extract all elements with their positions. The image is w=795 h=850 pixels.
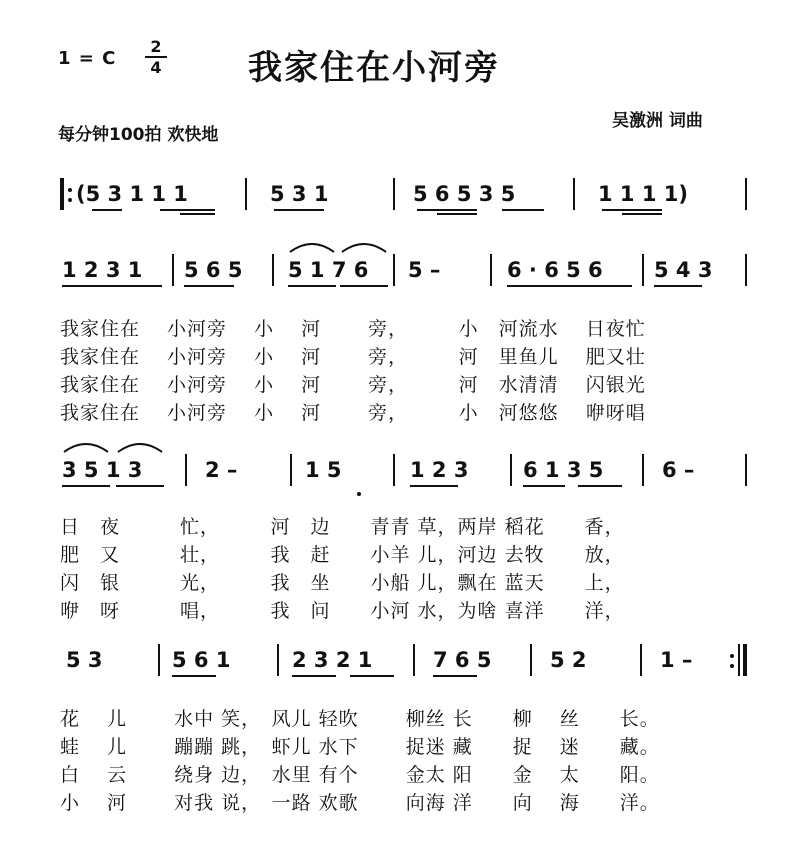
system-4: [0, 642, 795, 682]
measure-6: 5 6 5: [184, 258, 243, 282]
octave-dot: [357, 492, 361, 496]
underline: [62, 485, 110, 487]
underline: [172, 675, 216, 677]
lyric-verse-2: 肥 又 壮， 我 赶 小羊 儿，河边 去牧 放，: [60, 544, 625, 566]
barline: [642, 454, 644, 486]
measure-10: 5 4 3: [654, 258, 713, 282]
lyric-verse-1: 日 夜 忙， 河 边 青青 草，两岸 稻花 香，: [60, 516, 625, 538]
underline: [184, 285, 234, 287]
barline: [172, 254, 174, 286]
underline: [507, 285, 632, 287]
lyric-verse-4: 小 河 对我 说， 一路 欢歌 向海 洋 向 海 洋。: [60, 792, 660, 814]
slur: [340, 240, 388, 254]
underline: [433, 675, 477, 677]
underline: [62, 285, 162, 287]
lyric-verse-2: 我家住在 小河旁 小 河 旁， 河 里鱼儿 肥又壮: [60, 346, 646, 368]
barline: [185, 454, 187, 486]
lyric-verse-2: 蛙 儿 蹦蹦 跳， 虾儿 水下 捉迷 藏 捉 迷 藏。: [60, 736, 660, 758]
measure-8: 5 –: [408, 258, 441, 282]
system-3: [0, 452, 795, 492]
measure-22: 1 –: [660, 648, 693, 672]
key-signature: 1 = C: [58, 48, 117, 69]
meter-top: 2: [150, 37, 162, 56]
underline: [292, 675, 336, 677]
barline: [393, 454, 395, 486]
barline: [413, 644, 415, 676]
time-signature: [145, 38, 167, 76]
measure-9: 6 · 6 5 6: [507, 258, 603, 282]
measure-3: 5 6 5 3 5: [413, 182, 516, 206]
underline: [288, 285, 336, 287]
measure-12: 2 –: [205, 458, 238, 482]
barline: [745, 254, 747, 286]
song-title: 我家住在小河旁: [248, 48, 500, 88]
underline: [417, 209, 477, 211]
underline: [410, 485, 458, 487]
barline: [393, 254, 395, 286]
barline: [745, 178, 747, 210]
slur: [288, 240, 336, 254]
slur: [62, 440, 110, 454]
underline: [180, 213, 215, 215]
measure-17: 5 3: [66, 648, 103, 672]
lyric-verse-1: 我家住在 小河旁 小 河 旁， 小 河流水 日夜忙: [60, 318, 646, 340]
lyric-verse-4: 咿 呀 唱， 我 问 小河 水，为啥 喜洋 洋，: [60, 600, 625, 622]
meter-bottom: 4: [150, 58, 162, 77]
measure-2: 5 3 1: [270, 182, 329, 206]
underline: [502, 209, 544, 211]
underline: [622, 213, 662, 215]
underline: [350, 675, 394, 677]
measure-19: 2 3 2 1: [292, 648, 373, 672]
measure-13: 1 5: [305, 458, 342, 482]
barline: [158, 644, 160, 676]
underline: [160, 209, 215, 211]
tempo-marking: 每分钟100拍 欢快地: [58, 125, 219, 145]
underline: [274, 209, 324, 211]
underline: [437, 213, 477, 215]
measure-4: 1 1 1 1): [598, 182, 688, 206]
barline: [490, 254, 492, 286]
measure-11: 3 5 1 3: [62, 458, 143, 482]
barline: [745, 454, 747, 486]
underline: [92, 209, 122, 211]
underline: [654, 285, 702, 287]
underline: [116, 485, 164, 487]
measure-16: 6 –: [662, 458, 695, 482]
barline: [642, 254, 644, 286]
barline: [530, 644, 532, 676]
barline: [573, 178, 575, 210]
underline: [523, 485, 565, 487]
measure-5: 1 2 3 1: [62, 258, 143, 282]
measure-20: 7 6 5: [433, 648, 492, 672]
underline: [602, 209, 662, 211]
barline: [640, 644, 642, 676]
lyric-verse-3: 我家住在 小河旁 小 河 旁， 河 水清清 闪银光: [60, 374, 646, 396]
measure-15: 6 1 3 5: [523, 458, 604, 482]
lyric-verse-1: 花 儿 水中 笑， 风儿 轻吹 柳丝 长 柳 丝 长。: [60, 708, 660, 730]
underline: [340, 285, 388, 287]
barline: [290, 454, 292, 486]
barline: [393, 178, 395, 210]
barline: [272, 254, 274, 286]
measure-7: 5 1 7 6: [288, 258, 369, 282]
measure-21: 5 2: [550, 648, 587, 672]
system-1: [0, 176, 795, 216]
lyric-verse-3: 白 云 绕身 边， 水里 有个 金太 阳 金 太 阳。: [60, 764, 660, 786]
barline: [245, 178, 247, 210]
credits: 吴激洲 词曲: [612, 111, 703, 131]
measure-14: 1 2 3: [410, 458, 469, 482]
barline: [510, 454, 512, 486]
measure-18: 5 6 1: [172, 648, 231, 672]
slur: [116, 440, 164, 454]
lyric-verse-3: 闪 银 光， 我 坐 小船 儿，飘在 蓝天 上，: [60, 572, 625, 594]
barline: [277, 644, 279, 676]
measure-1: (5 3 1 1 1: [76, 182, 188, 206]
underline: [578, 485, 622, 487]
lyric-verse-4: 我家住在 小河旁 小 河 旁， 小 河悠悠 咿呀唱: [60, 402, 646, 424]
system-2: [0, 252, 795, 292]
